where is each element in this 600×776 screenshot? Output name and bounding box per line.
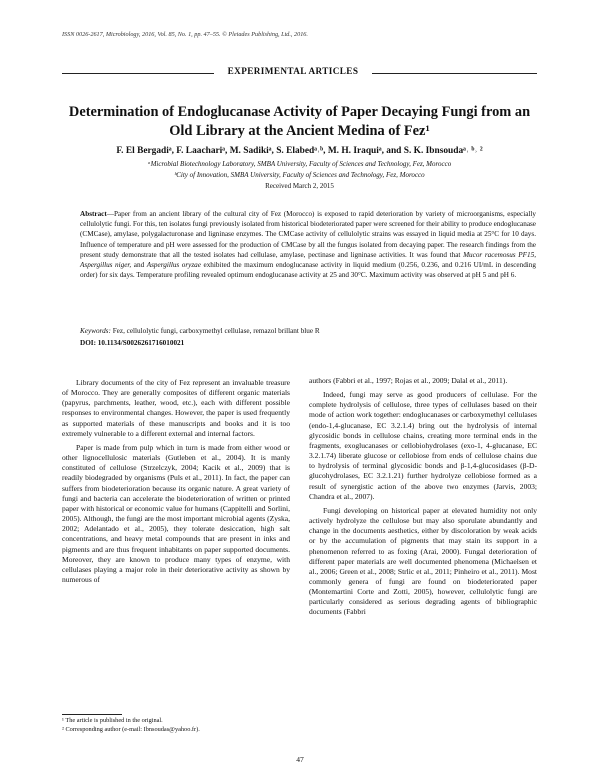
paragraph: Fungi developing on historical paper at elevated humidity not only actively hydrolyze the cellulose but may also sporulate abundantly and change in the documents aesthetics, either by discoloration by weak acids or by the accumulation of pigments that may stain its support in a phenomenon referred to as foxing (Arai, 2000). Fungal deterioration of different paper materials are well documented phenomena (Michaelsen et al., 2006; Green et al., 2008; Strlic et al., 2011; Pinheiro et al., 2011). Most commonly genera of fungi are found on biodeteriorated paper (Montemartini Corte and Zotti, 2005), however, cellulolytic fungi are particularly considered as serious degrading agents of bibliographic documents (Fabbri bbox=[309, 505, 537, 617]
abstract-species-2: Aspergillus oryzae bbox=[146, 261, 201, 270]
section-rule-right bbox=[372, 73, 537, 74]
right-column bbox=[309, 376, 537, 622]
footnote-1: ¹ The article is published in the original. bbox=[62, 717, 163, 724]
abstract-and: and bbox=[131, 261, 147, 270]
left-column bbox=[62, 378, 290, 589]
paragraph: Paper is made from pulp which in turn is made from either wood or other lignocellulosic materials (Gutleben et al., 2004). It is manly constituted of cellulose (Strzelczyk, 2004; Kacik et al., 2009) that is readily biodegraded by organisms (Puls et al., 2011). In fact, the paper can suffers from biodeterioration because its organic nature. A great variety of fungi and bacteria can accelerate the biodeterioration of written or printed paper with historical or economic value for humans (Cappitelli and Sorlini, 2005). Although, the fungi are the most important microbial agents (Zyska, 2002; Adelantado et al., 2005), they tolerate desiccation, high salt concentrations, and heavy metal compounds that are present in inks and pigments and are thus frequent inhabitants on paper supported documents. Moreover, they are known to produce many types of enzyme, with cellulases playing a major role in their deteriorative activity as shown by numerous of bbox=[62, 442, 290, 584]
abstract-label: Abstract bbox=[80, 210, 107, 218]
paragraph: Indeed, fungi may serve as good producers of cellulase. For the complete hydrolysis of cellulose, three types of cellulases based on their mode of action work together: endoglucanases or carboxymethyl cellulases (endo-1,4-glucanase, EC 3.2.1.4) bring out the hydrolysis of internal glycosidic bonds in cellulose chains, creating more terminal ends in the fragments, exoglucanases or cellobiohydrolases (exo-1, 4-glucanase, EC 3.2.1.74) liberate glucose or cellobiose from ends of cellulose chains due to hydrolysis of terminal glycosidic bonds and β-1,4-glucosidases (β-D-glucohydrolases, EC 3.2.1.21) further hydrolyze cellobiose formed as a result of synergistic action of the above two enzymes (Jarvis, 2003; Chandra et al., 2007). bbox=[309, 390, 537, 501]
received-date: Received March 2, 2015 bbox=[265, 182, 334, 190]
section-rule-left bbox=[62, 73, 214, 74]
abstract-species: Mucor racemosus PF15, Aspergillus niger, bbox=[80, 250, 536, 270]
doi: DOI: 10.1134/S0026261716010021 bbox=[80, 339, 185, 347]
footnote-2: ² Corresponding author (e-mail: Ibnsoudas@yahoo.fr). bbox=[62, 726, 200, 733]
keywords bbox=[80, 327, 536, 335]
abstract-tail: exhibited the maximum endoglucanase activity in liquid medium (0.256, 0.236, and 0.216 UI/mL in descending order) for six days. Temperature profiling revealed optimum endoglucanase activity at 25 and 30°C. Maximum activity was observed at pH 5 and pH 6. bbox=[80, 261, 536, 280]
page-number: 47 bbox=[296, 755, 304, 764]
keywords-label: Keywords: bbox=[80, 327, 111, 335]
footnote-rule bbox=[62, 714, 122, 715]
abstract-text: —Paper from an ancient library of the cultural city of Fez (Morocco) is exposed to rapid deterioration by variety of microorganisms, especially cellulolytic fungi. For this, ten isolates fungi previously isolated from historical biodeteriorated paper were screened for their ability to produce endoglucanase (CMCase), amylase, polygalacturonase and ligninase enzymes. The CMCase activity of cellulolytic strains was essayed in liquid media at 25°C for 10 days. Influence of temperature and pH were assessed for the production of CMCase by all the fungus isolated from decaying paper. The research findings from the present study demonstrate that all the tested isolates had cellulase, amylase, pectinase and ligninase activities. It was found that bbox=[80, 210, 536, 259]
abstract bbox=[80, 209, 536, 280]
paragraph: authors (Fabbri et al., 1997; Rojas et al., 2009; Dalal et al., 2011). bbox=[309, 376, 508, 385]
keywords-text: Fez, cellulolytic fungi, carboxymethyl cellulase, remazol brillant blue R bbox=[110, 327, 320, 335]
affiliation-b: ᵇCity of Innovation, SMBA University, Faculty of Sciences and Technology, Fez, Morocco bbox=[174, 171, 425, 179]
journal-header: ISSN 0026-2617, Microbiology, 2016, Vol. 85, No. 1, pp. 47–55. © Pleiades Publishing, Ltd., 2016. bbox=[62, 31, 308, 38]
author-list: F. El Bergadiᵃ, F. Laachariᵃ, M. Sadikiᵃ, S. Elabedᵃ˒ᵇ, M. H. Iraquiᵃ, and S. K. Ibnsoudaᵃ˒ ᵇ˒ ² bbox=[116, 146, 483, 156]
article-title: Determination of Endoglucanase Activity of Paper Decaying Fungi from an Old Library at the Ancient Medina of Fez¹ bbox=[68, 104, 531, 139]
section-heading: EXPERIMENTAL ARTICLES bbox=[227, 66, 359, 76]
affiliation-a: ᵃMicrobial Biotechnology Laboratory, SMBA University, Faculty of Sciences and Technology, Fez, Morocco bbox=[147, 160, 452, 168]
paragraph: Library documents of the city of Fez represent an invaluable treasure of Morocco. They are generally composites of different organic materials (papyrus, parchments, leather, wood, etc.), each with different possible responses to environmental changes. However, the paper is used frequently as supported materials of these manuscripts and books and it is too extremely vulnerable to a different external and internal factors. bbox=[62, 378, 290, 438]
